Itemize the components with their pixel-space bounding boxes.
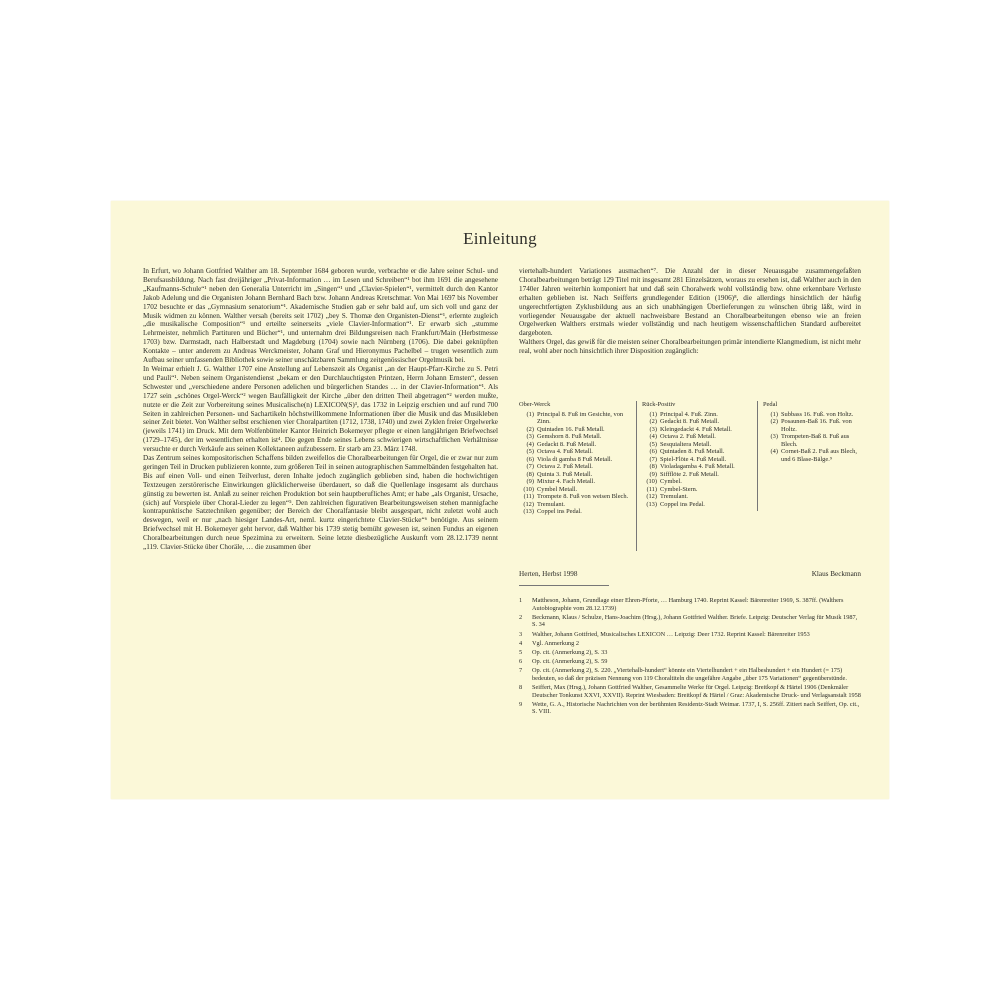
organ-disposition (519, 401, 861, 559)
stop-number: (1) (770, 410, 778, 418)
stop-name: Gedackt 8. Fuß Metall. (660, 418, 720, 425)
right-column (519, 267, 861, 356)
stop-row (642, 448, 757, 456)
stop-row (519, 501, 629, 509)
stop-name: Quinta 3. Fuß Metall. (537, 470, 593, 478)
footnote-text: Mattheson, Johann, Grundlage einer Ehren-Pforte, … Hamburg 1740. Reprint Kassel: Bärenreiter 1969, S. 387ff. (Walthers Autobiographie vom 28.12.1739) (532, 597, 844, 612)
place-date: Herten, Herbst 1998 (519, 570, 578, 578)
division-pedal (757, 401, 867, 511)
stop-name: Principal 8. Fuß im Gesichte, von Zinn. (537, 410, 624, 425)
division-heading: Ober-Werck (519, 401, 551, 408)
stop-name: Trompeten-Baß 8. Fuß aus Blech. (781, 433, 850, 448)
footnotes (519, 597, 861, 718)
stop-number: (2) (526, 425, 534, 433)
stop-number: (1) (526, 410, 534, 418)
stop-number: (10) (523, 485, 534, 493)
stop-row (519, 493, 629, 501)
division-rueck-positiv (636, 401, 757, 551)
stop-row (519, 411, 629, 426)
stop-row (642, 501, 757, 509)
signature (519, 570, 861, 578)
stop-row (519, 471, 629, 479)
footnote-number: 5 (519, 648, 523, 656)
stop-row (519, 441, 629, 449)
division-heading: Pedal (763, 401, 778, 408)
footnote-number: 8 (519, 684, 523, 692)
footnote-text: Vgl. Anmerkung 2 (532, 639, 580, 647)
stop-number: (12) (523, 500, 534, 508)
stop-name: Subbass 16. Fuß. von Holtz. (781, 410, 854, 418)
paragraph: viertehalb-hundert Variationes ausmachen“⁷. Die Anzahl der in dieser Neuausgabe zusammengefaßten Choralbearbeitungen beträgt 129 Titel mit insgesamt 281 Einzelsätzen, woraus zu ersehen ist, daß Walther auch in den 1740er Jahren weiterhin komponiert hat und daß sein Choralwerk wohl vollständig bzw. ohne erkennbare Verluste erhalten geblieben ist. Nach Seifferts grundlegender Edition (1906)⁸, die allerdings hinsichtlich der häufig ungerechtfertigten Zyklusbildung aus an sich unabhängigen Überlieferungen zu wünschen übrig läßt, wird in vorliegender Neuausgabe der aktuell nachweisbare Bestand an Choralbearbeitungen ebenso wie an freien Orgelwerken Walthers erstmals wieder vollständig und nach heutigem wissenschaftlichen Standard aufbereitet dargeboten. (519, 267, 861, 338)
stop-row (642, 463, 757, 471)
footnote-text: Seiffert, Max (Hrsg.), Johann Gottfried Walther, Gesammelte Werke für Orgel. Leipzig: Breitkopf & Härtel 1906 (Denkmäler Deutscher Tonkunst XXVI, XXVII). Reprint Wiesbaden: Breitkopf & Härtel / Graz: Akademische Druck- und Verlagsanstalt 1958 (532, 684, 861, 699)
stop-name: Quintaden 16. Fuß Metall. (537, 425, 605, 433)
division-ober-werck (519, 401, 629, 516)
footnote-number: 4 (519, 639, 523, 647)
stop-number: (4) (649, 433, 657, 440)
stop-name: Coppel ins Pedal. (660, 500, 705, 508)
stop-name: Cornet-Baß 2. Fuß aus Blech, und 6 Blase-Bälge.⁹ (781, 448, 857, 463)
stop-name: Cymbel-Stern. (660, 485, 698, 493)
stop-name: Octava 2. Fuß Metall. (660, 433, 716, 440)
stop-name: Tremulant. (537, 500, 565, 508)
stop-row (642, 411, 757, 419)
stop-name: Principal 4. Fuß. Zinn. (660, 410, 718, 418)
footnote (519, 597, 861, 612)
stop-number: (11) (523, 493, 534, 500)
division-heading: Rück-Positiv (642, 401, 676, 408)
page-sheet (111, 201, 889, 799)
stop-number: (7) (649, 455, 657, 463)
stop-row (642, 418, 757, 426)
left-column (143, 267, 498, 552)
paragraph: Walthers Orgel, das gewiß für die meisten seiner Choralbearbeitungen primär intendierte Klangmedium, ist nicht mehr real, wohl aber noch hinsichtlich ihrer Disposition zugänglich: (519, 338, 861, 356)
footnote (519, 649, 861, 657)
stop-row (519, 486, 629, 494)
stop-row (642, 471, 757, 479)
stop-number: (7) (526, 463, 534, 470)
stop-number: (8) (649, 463, 657, 470)
stop-row (763, 411, 867, 419)
footnote-number: 7 (519, 667, 523, 675)
footnote-number: 1 (519, 597, 523, 604)
stop-number: (3) (649, 425, 657, 433)
stop-number: (6) (526, 455, 534, 463)
stop-row (763, 418, 867, 433)
footnote-number: 6 (519, 658, 523, 666)
page-title: Einleitung (463, 229, 537, 248)
footnote-number: 3 (519, 630, 523, 638)
stop-row (642, 433, 757, 441)
stop-row (642, 493, 757, 501)
stop-name: Cymbel. (660, 478, 682, 485)
stop-row (642, 478, 757, 486)
footnote (519, 701, 861, 716)
stop-row (763, 433, 867, 448)
stop-number: (11) (646, 485, 657, 493)
paragraph: In Erfurt, wo Johann Gottfried Walther am 18. September 1684 geboren wurde, verbrachte er die Jahre seiner Schul- und Berufsausbildung. Nach fast dreijähriger „Privat-Information … im Lesen und Schreiben“¹ bot ihm 1691 die angesehene „Kaufmanns-Schule“¹ neben den Generalia Unterricht im „Singen“¹ und „Clavier-Spielen“¹, vermittelt durch den Kantor Jakob Adelung und die Organisten Johann Bernhard Bach bzw. Johann Andreas Kretschmar. Von Mai 1697 bis November 1702 besuchte er das „Gymnasium senatorium“¹. Akademische Studien gab er sehr bald auf, um sich voll und ganz der Musik widmen zu können. Walther versah (bereits seit 1702) „bey S. Thomæ den Organisten-Dienst“¹, erlernte zugleich „die musikalische Composition“¹ und erteilte seinerseits „viele Clavier-Information“¹. Er erwarb sich „stumme Lehrmeister, nehmlich Partituren und Bücher“¹, und unternahm drei Bildungsreisen nach Frankfurt/Main (Herbstmesse 1703) bzw. Darmstadt, nach Halberstadt und Magdeburg (1704) sowie nach Nürnberg (1706). Die dabei geknüpften Kontakte – unter anderem zu Andreas Werckmeister, Johann Graf und Hieronymus Pachelbel – trugen wesentlich zum Aufbau seiner umfassenden Bibliothek sowie seiner unschätzbaren Sammlung zeitgenössischer Orgelmusik bei. (143, 267, 498, 365)
stop-number: (3) (526, 433, 534, 440)
stop-name: Kleingedackt 4. Fuß Metall. (660, 425, 732, 433)
stop-number: (13) (646, 500, 657, 508)
stop-number: (1) (649, 410, 657, 418)
stop-name: Trompete 8. Fuß von weisen Blech. (537, 493, 629, 500)
stop-name: Viola di gamba 8 Fuß Metall. (537, 455, 613, 463)
stop-name: Cymbel Metall. (537, 485, 578, 493)
footnote (519, 684, 861, 699)
stop-name: Violadagamba 4. Fuß Metall. (660, 463, 735, 470)
stop-number: (2) (770, 418, 778, 425)
stop-number: (2) (649, 418, 657, 425)
stop-name: Tremulant. (660, 493, 688, 500)
footnote-number: 9 (519, 700, 523, 708)
stop-name: Spiel-Flöte 4. Fuß Metall. (660, 455, 727, 463)
stop-row (642, 486, 757, 494)
stop-row (519, 426, 629, 434)
stop-number: (6) (649, 448, 657, 455)
stop-row (763, 448, 867, 463)
footnote-text: Walther, Johann Gottfried, Musicalisches LEXICON … Leipzig: Deer 1732. Reprint Kassel: Bärenreiter 1953 (532, 630, 810, 638)
stop-name: Octava 2. Fuß Metall. (537, 463, 593, 470)
stop-number: (9) (526, 478, 534, 485)
stop-row (519, 448, 629, 456)
footnote-number: 2 (519, 613, 523, 621)
stop-number: (4) (526, 440, 534, 448)
stop-name: Sesquialtera Metall. (660, 440, 712, 448)
stop-row (519, 478, 629, 486)
paragraph: Das Zentrum seines kompositorischen Schaffens bilden zweifellos die Choralbearbeitungen für Orgel, die er zwar nur zum geringen Teil in Drucken publizieren konnte, zum größeren Teil in seinen autographischen Sammelbänden festgehalten hat. Bis auf einen Voll- und einen Teilverlust, deren Inhalte jedoch zugänglich geblieben sind, haben die hochwichtigen Textzeugen zerstörerische Einwirkungen glücklicherweise überdauert, so daß die Quellenlage insgesamt als durchaus günstig zu bewerten ist. Anlaß zu seiner reichen Produktion bot sein hauptberufliches Amt; er habe „als Organist, Ursache, (sich) auf Vorspiele über Choral-Lieder zu legen“⁵. Den zahlreichen figurativen Bearbeitungsweisen stehen mannigfache kontrapunktische Satztechniken gegenüber; der Bereich der Choralfantasie bleibt ausgespart, nicht zuletzt wohl auch deswegen, weil er nur „nach hiesiger Landes-Art, neml. kurtz eingerichtete Clavier-Stücke“⁶ benötigte. Aus seinem Briefwechsel mit H. Bokemeyer geht hervor, daß Walther bis 1739 stetig bemüht gewesen ist, seinen Fundus an eigenen Choralbearbeitungen durch neue Spezimina zu erweitern. Seine letzte diesbezügliche Auskunft vom 28.12.1739 nennt „119. Clavier-Stücke über Choräle, … die zusammen über (143, 454, 498, 552)
footnote-divider (519, 585, 609, 586)
author-name: Klaus Beckmann (811, 570, 861, 578)
footnote-text: Op. cit. (Anmerkung 2), S. 220. „Viertehalb-hundert“ könnte ein Viertelhundert + ein Halbeshundert + ein Hundert (= 175) bedeuten, so daß der präzisen Nennung von 119 Choraltiteln die ungefähre Angabe „über 175 Variationen“ gegenüberstünde. (532, 667, 847, 682)
footnote (519, 631, 861, 639)
stop-row (519, 463, 629, 471)
footnote (519, 667, 861, 682)
stop-row (642, 456, 757, 464)
stop-name: Siffflöte 2. Fuß Metall. (660, 470, 719, 478)
stop-number: (4) (770, 448, 778, 455)
stop-row (519, 508, 629, 516)
footnote-text: Wette, G. A., Historische Nachrichten von der berühmten Residentz-Stadt Weimar. 1737, I, S. 256ff. Zitiert nach Seiffert, Op. cit., S. VIII. (532, 700, 860, 716)
footnote (519, 658, 861, 666)
stop-number: (3) (770, 433, 778, 440)
stop-name: Coppel ins Pedal. (537, 508, 582, 515)
stop-row (642, 441, 757, 449)
stop-name: Gemshorn 8. Fuß Metall. (537, 433, 602, 440)
stop-number: (8) (526, 470, 534, 478)
stop-number: (5) (526, 448, 534, 455)
stop-row (519, 433, 629, 441)
footnote (519, 640, 861, 648)
stop-number: (5) (649, 440, 657, 448)
footnote-text: Beckmann, Klaus / Schulze, Hans-Joachim (Hrsg.), Johann Gottfried Walther. Briefe. Leipzig: Deutscher Verlag für Musik 1987, S. 34 (532, 613, 858, 629)
stop-row (642, 426, 757, 434)
stop-name: Mixtur 4. Fach Metall. (537, 478, 596, 485)
stop-name: Posaunen-Baß 16. Fuß. von Holtz. (781, 418, 852, 433)
stop-number: (9) (649, 470, 657, 478)
footnote-text: Op. cit. (Anmerkung 2), S. 33 (532, 648, 608, 656)
paragraph: In Weimar erhielt J. G. Walther 1707 eine Anstellung auf Lebenszeit als Organist „an der Haupt-Pfarr-Kirche zu S. Petri und Pauli“¹. Neben seinem Organistendienst „bekam er den Durchlauchtigsten Printzen, Herrn Johann Ernsten“, dessen Schwester und „verschiedene andere Personen adelichen und bürgerlichen Standes … in der Clavier-Information“¹. Als 1727 sein „schönes Orgel-Werck“² wegen Baufälligkeit der Kirche „über den dritten Theil abgetragen“² werden mußte, nutzte er die Zeit zur Vorbereitung seines Musicalische(n) LEXICON(S)³, das 1732 in Leipzig erschien und auf rund 700 Seiten in zahlreichen Personen- und Sachartikeln höchstwillkommene Informationen über die Musik und das Musikleben seiner Zeit bietet. Von Walther selbst erschienen vier Choralpartiten (1712, 1738, 1740) und zwei Zyklen freier Orgelwerke (jeweils 1741) im Druck. Mit dem Wolfenbütteler Kantor Heinrich Bokemeyer pflegte er einen langjährigen Briefwechsel (1729–1745), der im wesentlichen erhalten ist⁴. Die gegen Ende seines Lebens schwierigen wirtschaftlichen Verhältnisse versuchte er durch Verkäufe aus seinen Kollektaneen aufzubessern. Er starb am 23. März 1748. (143, 364, 498, 454)
stop-number: (12) (646, 493, 657, 500)
footnote-text: Op. cit. (Anmerkung 2), S. 59 (532, 658, 608, 666)
stop-name: Gedackt 8. Fuß Metall. (537, 440, 597, 448)
stop-number: (10) (646, 478, 657, 485)
stop-row (519, 456, 629, 464)
footnote (519, 614, 861, 629)
stop-number: (13) (523, 508, 534, 515)
stop-name: Octava 4. Fuß Metall. (537, 448, 593, 455)
stop-name: Quintaden 8. Fuß Metall. (660, 448, 725, 455)
